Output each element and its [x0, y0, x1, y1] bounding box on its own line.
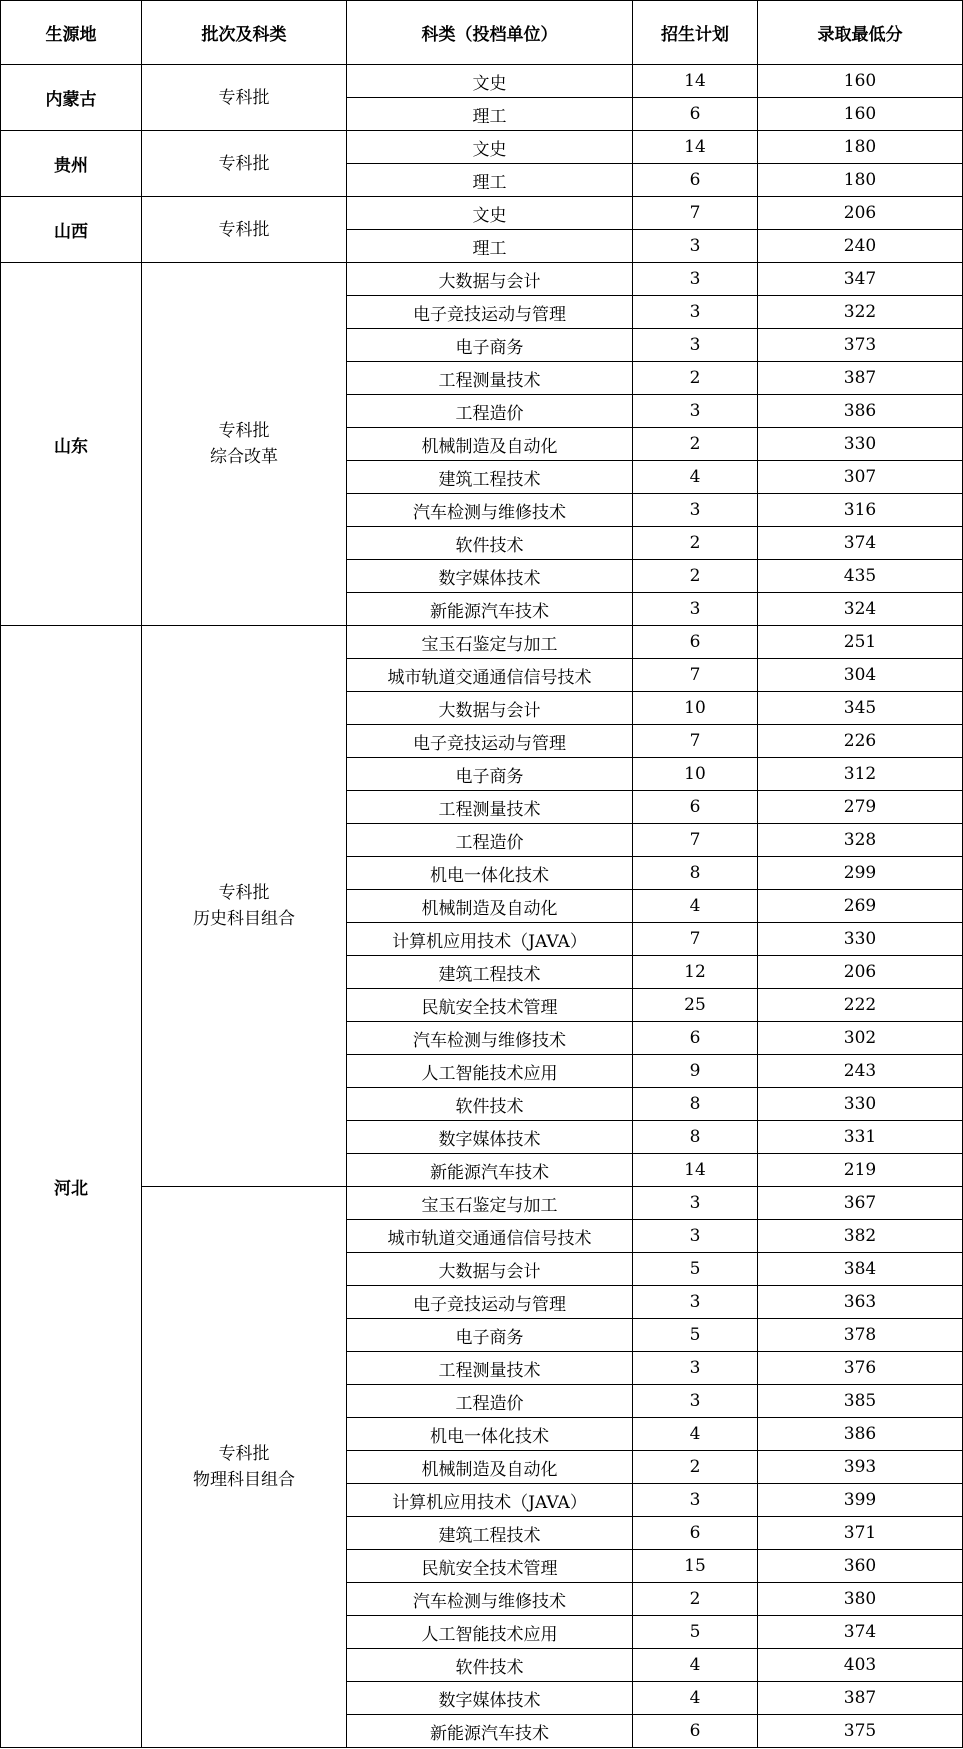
plan-cell: 14 — [633, 1154, 758, 1187]
plan-cell: 14 — [633, 65, 758, 98]
plan-cell: 3 — [633, 395, 758, 428]
min-score-cell: 345 — [758, 692, 963, 725]
header-province: 生源地 — [1, 1, 142, 65]
major-cell: 民航安全技术管理 — [347, 1550, 633, 1583]
min-score-cell: 376 — [758, 1352, 963, 1385]
plan-cell: 3 — [633, 329, 758, 362]
min-score-cell: 316 — [758, 494, 963, 527]
plan-cell: 4 — [633, 1682, 758, 1715]
plan-cell: 5 — [633, 1253, 758, 1286]
min-score-cell: 312 — [758, 758, 963, 791]
min-score-cell: 328 — [758, 824, 963, 857]
province-cell: 山西 — [1, 197, 142, 263]
batch-cell: 专科批 — [142, 197, 347, 263]
table-row — [1, 263, 963, 296]
min-score-cell: 304 — [758, 659, 963, 692]
min-score-cell: 324 — [758, 593, 963, 626]
batch-cell: 专科批 — [142, 65, 347, 131]
plan-cell: 15 — [633, 1550, 758, 1583]
min-score-cell: 374 — [758, 527, 963, 560]
table-row — [1, 1187, 963, 1220]
plan-cell: 4 — [633, 1649, 758, 1682]
major-cell: 电子商务 — [347, 1319, 633, 1352]
major-cell: 计算机应用技术（JAVA） — [347, 1484, 633, 1517]
province-cell: 内蒙古 — [1, 65, 142, 131]
major-cell: 建筑工程技术 — [347, 956, 633, 989]
table-row — [1, 626, 963, 659]
plan-cell: 2 — [633, 1451, 758, 1484]
major-cell: 宝玉石鉴定与加工 — [347, 626, 633, 659]
plan-cell: 2 — [633, 362, 758, 395]
batch-cell: 专科批 综合改革 — [142, 263, 347, 626]
plan-cell: 7 — [633, 659, 758, 692]
province-cell: 山东 — [1, 263, 142, 626]
major-cell: 汽车检测与维修技术 — [347, 1583, 633, 1616]
plan-cell: 4 — [633, 1418, 758, 1451]
min-score-cell: 347 — [758, 263, 963, 296]
major-cell: 人工智能技术应用 — [347, 1616, 633, 1649]
major-cell: 工程测量技术 — [347, 362, 633, 395]
major-cell: 机电一体化技术 — [347, 857, 633, 890]
min-score-cell: 367 — [758, 1187, 963, 1220]
major-cell: 汽车检测与维修技术 — [347, 494, 633, 527]
major-cell: 人工智能技术应用 — [347, 1055, 633, 1088]
min-score-cell: 375 — [758, 1715, 963, 1748]
major-cell: 宝玉石鉴定与加工 — [347, 1187, 633, 1220]
major-cell: 建筑工程技术 — [347, 1517, 633, 1550]
province-cell: 贵州 — [1, 131, 142, 197]
min-score-cell: 160 — [758, 98, 963, 131]
major-cell: 电子竞技运动与管理 — [347, 296, 633, 329]
min-score-cell: 219 — [758, 1154, 963, 1187]
min-score-cell: 330 — [758, 923, 963, 956]
plan-cell: 2 — [633, 527, 758, 560]
min-score-cell: 386 — [758, 1418, 963, 1451]
min-score-cell: 243 — [758, 1055, 963, 1088]
min-score-cell: 403 — [758, 1649, 963, 1682]
major-cell: 软件技术 — [347, 527, 633, 560]
major-cell: 文史 — [347, 65, 633, 98]
major-cell: 电子商务 — [347, 758, 633, 791]
major-cell: 电子商务 — [347, 329, 633, 362]
major-cell: 软件技术 — [347, 1088, 633, 1121]
header-min-score: 录取最低分 — [758, 1, 963, 65]
min-score-cell: 374 — [758, 1616, 963, 1649]
major-cell: 民航安全技术管理 — [347, 989, 633, 1022]
min-score-cell: 307 — [758, 461, 963, 494]
plan-cell: 6 — [633, 1022, 758, 1055]
plan-cell: 3 — [633, 1187, 758, 1220]
major-cell: 理工 — [347, 98, 633, 131]
major-cell: 机械制造及自动化 — [347, 1451, 633, 1484]
min-score-cell: 322 — [758, 296, 963, 329]
major-cell: 机电一体化技术 — [347, 1418, 633, 1451]
min-score-cell: 386 — [758, 395, 963, 428]
plan-cell: 7 — [633, 923, 758, 956]
major-cell: 数字媒体技术 — [347, 1682, 633, 1715]
batch-cell: 专科批 历史科目组合 — [142, 626, 347, 1187]
major-cell: 工程造价 — [347, 824, 633, 857]
min-score-cell: 363 — [758, 1286, 963, 1319]
major-cell: 电子竞技运动与管理 — [347, 725, 633, 758]
plan-cell: 5 — [633, 1616, 758, 1649]
table-row — [1, 197, 963, 230]
plan-cell: 25 — [633, 989, 758, 1022]
min-score-cell: 331 — [758, 1121, 963, 1154]
plan-cell: 2 — [633, 428, 758, 461]
plan-cell: 2 — [633, 560, 758, 593]
plan-cell: 8 — [633, 1121, 758, 1154]
plan-cell: 6 — [633, 1517, 758, 1550]
major-cell: 汽车检测与维修技术 — [347, 1022, 633, 1055]
major-cell: 新能源汽车技术 — [347, 1715, 633, 1748]
table-header — [1, 1, 963, 65]
major-cell: 城市轨道交通通信信号技术 — [347, 659, 633, 692]
major-cell: 计算机应用技术（JAVA） — [347, 923, 633, 956]
min-score-cell: 380 — [758, 1583, 963, 1616]
min-score-cell: 387 — [758, 362, 963, 395]
plan-cell: 8 — [633, 857, 758, 890]
major-cell: 机械制造及自动化 — [347, 890, 633, 923]
plan-cell: 9 — [633, 1055, 758, 1088]
min-score-cell: 160 — [758, 65, 963, 98]
plan-cell: 7 — [633, 725, 758, 758]
major-cell: 文史 — [347, 131, 633, 164]
major-cell: 数字媒体技术 — [347, 1121, 633, 1154]
plan-cell: 4 — [633, 461, 758, 494]
plan-cell: 3 — [633, 263, 758, 296]
major-cell: 工程造价 — [347, 395, 633, 428]
min-score-cell: 387 — [758, 1682, 963, 1715]
major-cell: 大数据与会计 — [347, 692, 633, 725]
major-cell: 建筑工程技术 — [347, 461, 633, 494]
plan-cell: 7 — [633, 197, 758, 230]
table-body — [1, 65, 963, 1748]
header-major: 科类（投档单位） — [347, 1, 633, 65]
plan-cell: 10 — [633, 692, 758, 725]
major-cell: 新能源汽车技术 — [347, 593, 633, 626]
major-cell: 软件技术 — [347, 1649, 633, 1682]
min-score-cell: 330 — [758, 1088, 963, 1121]
major-cell: 工程造价 — [347, 1385, 633, 1418]
plan-cell: 12 — [633, 956, 758, 989]
major-cell: 理工 — [347, 164, 633, 197]
min-score-cell: 226 — [758, 725, 963, 758]
major-cell: 数字媒体技术 — [347, 560, 633, 593]
min-score-cell: 180 — [758, 131, 963, 164]
min-score-cell: 371 — [758, 1517, 963, 1550]
plan-cell: 3 — [633, 1286, 758, 1319]
plan-cell: 10 — [633, 758, 758, 791]
plan-cell: 5 — [633, 1319, 758, 1352]
min-score-cell: 382 — [758, 1220, 963, 1253]
plan-cell: 3 — [633, 1385, 758, 1418]
plan-cell: 6 — [633, 791, 758, 824]
min-score-cell: 373 — [758, 329, 963, 362]
batch-cell: 专科批 物理科目组合 — [142, 1187, 347, 1748]
min-score-cell: 378 — [758, 1319, 963, 1352]
min-score-cell: 302 — [758, 1022, 963, 1055]
plan-cell: 14 — [633, 131, 758, 164]
plan-cell: 3 — [633, 1352, 758, 1385]
min-score-cell: 279 — [758, 791, 963, 824]
min-score-cell: 251 — [758, 626, 963, 659]
min-score-cell: 384 — [758, 1253, 963, 1286]
plan-cell: 2 — [633, 1583, 758, 1616]
major-cell: 大数据与会计 — [347, 1253, 633, 1286]
min-score-cell: 399 — [758, 1484, 963, 1517]
plan-cell: 6 — [633, 1715, 758, 1748]
min-score-cell: 240 — [758, 230, 963, 263]
header-row — [1, 1, 963, 65]
batch-cell: 专科批 — [142, 131, 347, 197]
plan-cell: 3 — [633, 1484, 758, 1517]
min-score-cell: 330 — [758, 428, 963, 461]
plan-cell: 3 — [633, 593, 758, 626]
plan-cell: 8 — [633, 1088, 758, 1121]
major-cell: 工程测量技术 — [347, 791, 633, 824]
major-cell: 工程测量技术 — [347, 1352, 633, 1385]
major-cell: 新能源汽车技术 — [347, 1154, 633, 1187]
min-score-cell: 222 — [758, 989, 963, 1022]
table-row — [1, 131, 963, 164]
plan-cell: 3 — [633, 296, 758, 329]
table-row — [1, 65, 963, 98]
province-cell: 河北 — [1, 626, 142, 1748]
header-batch: 批次及科类 — [142, 1, 347, 65]
min-score-cell: 269 — [758, 890, 963, 923]
min-score-cell: 435 — [758, 560, 963, 593]
plan-cell: 3 — [633, 494, 758, 527]
plan-cell: 3 — [633, 230, 758, 263]
major-cell: 机械制造及自动化 — [347, 428, 633, 461]
plan-cell: 7 — [633, 824, 758, 857]
plan-cell: 6 — [633, 98, 758, 131]
min-score-cell: 385 — [758, 1385, 963, 1418]
major-cell: 文史 — [347, 197, 633, 230]
major-cell: 理工 — [347, 230, 633, 263]
min-score-cell: 206 — [758, 956, 963, 989]
min-score-cell: 299 — [758, 857, 963, 890]
plan-cell: 4 — [633, 890, 758, 923]
plan-cell: 3 — [633, 1220, 758, 1253]
plan-cell: 6 — [633, 626, 758, 659]
min-score-cell: 393 — [758, 1451, 963, 1484]
header-plan: 招生计划 — [633, 1, 758, 65]
min-score-cell: 180 — [758, 164, 963, 197]
min-score-cell: 206 — [758, 197, 963, 230]
min-score-cell: 360 — [758, 1550, 963, 1583]
major-cell: 电子竞技运动与管理 — [347, 1286, 633, 1319]
major-cell: 城市轨道交通通信信号技术 — [347, 1220, 633, 1253]
plan-cell: 6 — [633, 164, 758, 197]
major-cell: 大数据与会计 — [347, 263, 633, 296]
